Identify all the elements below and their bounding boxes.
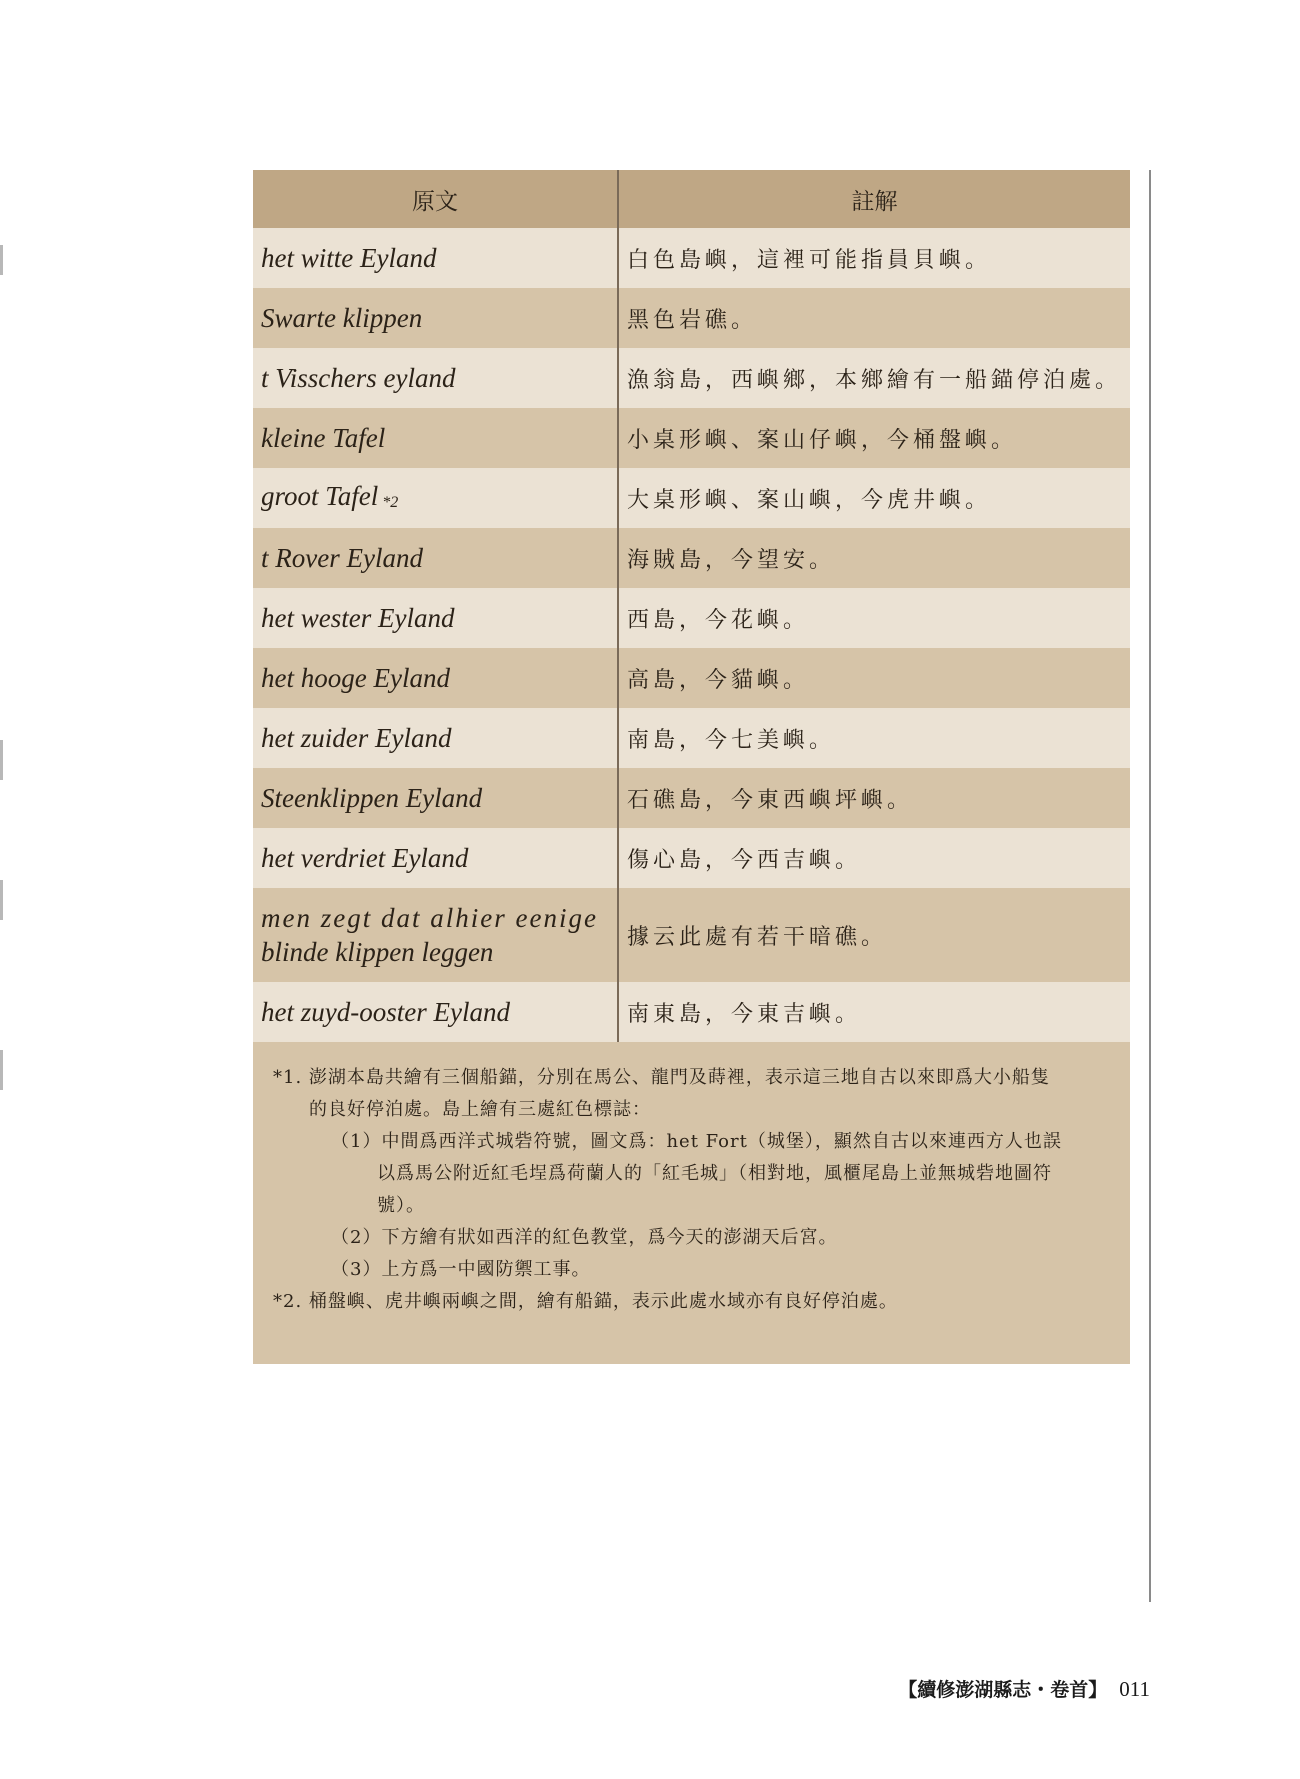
footnote-1: *1. 澎湖本島共繪有三個船錨，分別在馬公、龍門及蒔裡，表示這三地自古以來即爲大小船隻	[273, 1067, 1050, 1088]
original-cell	[253, 888, 618, 982]
original-text-line: blinde klippen leggen	[261, 937, 494, 967]
annotation-cell: 小桌形嶼、案山仔嶼，今桶盤嶼。	[618, 408, 1130, 468]
annotation-cell: 漁翁島，西嶼鄉，本鄉繪有一船錨停泊處。	[618, 348, 1130, 408]
original-cell: het verdriet Eyland	[253, 828, 618, 888]
original-cell: kleine Tafel	[253, 408, 618, 468]
footnote-1-continued: 的良好停泊處。島上繪有三處紅色標誌：	[309, 1099, 651, 1120]
annotation-cell: 石礁島，今東西嶼坪嶼。	[618, 768, 1130, 828]
original-cell	[253, 468, 618, 528]
annotation-cell: 據云此處有若干暗礁。	[618, 888, 1130, 982]
glossary-table	[253, 170, 1130, 1042]
annotation-cell: 高島，今貓嶼。	[618, 648, 1130, 708]
original-text: groot Tafel	[261, 480, 379, 511]
footnote-1-item-2: （2）下方繪有狀如西洋的紅色教堂，爲今天的澎湖天后宮。	[331, 1227, 838, 1248]
footnote-2: *2. 桶盤嶼、虎井嶼兩嶼之間，繪有船錨，表示此處水域亦有良好停泊處。	[273, 1291, 898, 1312]
original-cell: het witte Eyland	[253, 228, 618, 288]
page-edge-mark	[0, 740, 3, 780]
annotation-cell: 大桌形嶼、案山嶼，今虎井嶼。	[618, 468, 1130, 528]
original-cell: Steenklippen Eyland	[253, 768, 618, 828]
annotation-cell: 白色島嶼，這裡可能指員貝嶼。	[618, 228, 1130, 288]
running-footer	[880, 1675, 1150, 1702]
annotation-cell: 南島，今七美嶼。	[618, 708, 1130, 768]
footnote-1-item-1: （1）中間爲西洋式城砦符號，圖文爲：het Fort（城堡），顯然自古以來連西方人也誤	[331, 1131, 1062, 1152]
original-cell: t Rover Eyland	[253, 528, 618, 588]
original-cell: t Visschers eyland	[253, 348, 618, 408]
original-cell: het wester Eyland	[253, 588, 618, 648]
table-row	[253, 888, 1130, 982]
table-row	[253, 648, 1130, 708]
footnote-1-item-1-continued: 號）。	[377, 1195, 425, 1216]
table-row	[253, 468, 1130, 528]
table-row	[253, 828, 1130, 888]
annotation-cell: 傷心島，今西吉嶼。	[618, 828, 1130, 888]
table-row	[253, 288, 1130, 348]
table-row	[253, 708, 1130, 768]
original-cell: het zuyd-ooster Eyland	[253, 982, 618, 1042]
annotation-cell: 黑色岩礁。	[618, 288, 1130, 348]
footnote-reference: *2	[382, 493, 399, 511]
original-cell: het zuider Eyland	[253, 708, 618, 768]
annotation-cell: 南東島，今東吉嶼。	[618, 982, 1130, 1042]
header-annotation: 註解	[618, 170, 1130, 228]
footnote-1-item-3: （3）上方爲一中國防禦工事。	[331, 1259, 591, 1280]
table-row	[253, 228, 1130, 288]
original-cell: Swarte klippen	[253, 288, 618, 348]
page-edge-mark	[0, 245, 3, 275]
footnote-1-item-1-continued: 以爲馬公附近紅毛埕爲荷蘭人的「紅毛城」（相對地，風櫃尾島上並無城砦地圖符	[377, 1163, 1052, 1184]
table-row	[253, 348, 1130, 408]
page-edge-mark	[0, 1050, 3, 1090]
book-title: 【續修澎湖縣志・卷首】	[898, 1679, 1108, 1701]
annotation-cell: 海賊島，今望安。	[618, 528, 1130, 588]
annotation-cell: 西島，今花嶼。	[618, 588, 1130, 648]
page-number: 011	[1119, 1677, 1150, 1701]
original-cell: het hooge Eyland	[253, 648, 618, 708]
footnotes-box	[253, 1042, 1130, 1364]
table-row	[253, 768, 1130, 828]
table-row	[253, 982, 1130, 1042]
table-header-row	[253, 170, 1130, 228]
table-row	[253, 408, 1130, 468]
table-row	[253, 588, 1130, 648]
table-row	[253, 528, 1130, 588]
original-text-line: men zegt dat alhier eenige	[261, 903, 598, 933]
page-edge-mark	[0, 880, 3, 920]
page-margin-rule	[1149, 170, 1151, 1602]
header-original: 原文	[253, 170, 618, 228]
